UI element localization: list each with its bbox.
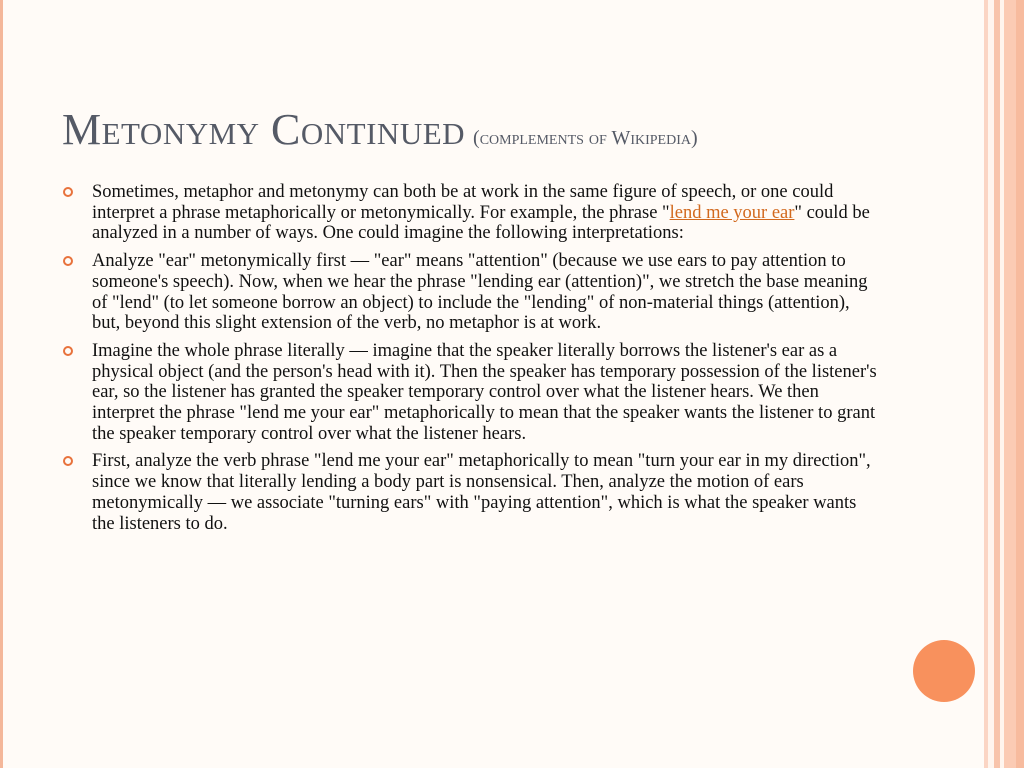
decorative-circle-icon [913, 640, 975, 702]
bullet-text: Analyze "ear" metonymically first — "ear" means "attention" (because we use ears to pay attention to someone's speech). Now, when we hear the phrase "lending ear (attention)", we stretch the base meaning of "lend" (to let someone borrow an object) to include the "lending" of non-material things (attention), but, beyond this slight extension of the verb, no metaphor is at work. [92, 251, 868, 334]
bullet-text: First, analyze the verb phrase "lend me your ear" metaphorically to mean "turn your ear in my direction", since we know that literally lending a body part is nonsensical. Then, analyze the motion of ears metonymically — we associate "turning ears" with "paying attention", which is what the speaker wants the listeners to do. [92, 451, 871, 534]
bullet-text-before-link: Sometimes, metaphor and metonymy can both be at work in the same figure of speech, or one could interpret a phrase metaphorically or metonymically. For example, the phrase " [92, 182, 834, 223]
left-border-line [0, 0, 3, 768]
bullet-text: Imagine the whole phrase literally — imagine that the speaker literally borrows the listener's ear as a physical object (and the person's head with it). Then the speaker has temporary possession of the listener's ear, so the listener has granted the speaker temporary control over what the listener hears. We then interpret the phrase "lend me your ear" metaphorically to mean that the speaker wants the listener to grant the speaker temporary control over what the listener hears. [92, 340, 877, 444]
bullet-text-after-link: " could be analyzed in a number of ways. One could imagine the following interpretations: [92, 202, 870, 244]
bullet-item [62, 451, 882, 534]
bullet-ring-icon [63, 187, 73, 197]
decorative-stripe [1004, 0, 1016, 768]
bullet-list [62, 182, 882, 541]
lend-me-your-ear-link[interactable]: lend me your ear [669, 202, 795, 223]
slide-title-subtitle: (complements of Wikipedia) [473, 127, 698, 149]
bullet-ring-icon [63, 256, 73, 266]
slide-title-main: Metonymy Continued [62, 105, 466, 154]
decorative-stripe [1016, 0, 1024, 768]
bullet-item [62, 251, 882, 334]
bullet-ring-icon [63, 346, 73, 356]
bullet-ring-icon [63, 456, 73, 466]
bullet-item [62, 341, 882, 445]
slide-title [62, 104, 942, 155]
bullet-item [62, 182, 882, 244]
